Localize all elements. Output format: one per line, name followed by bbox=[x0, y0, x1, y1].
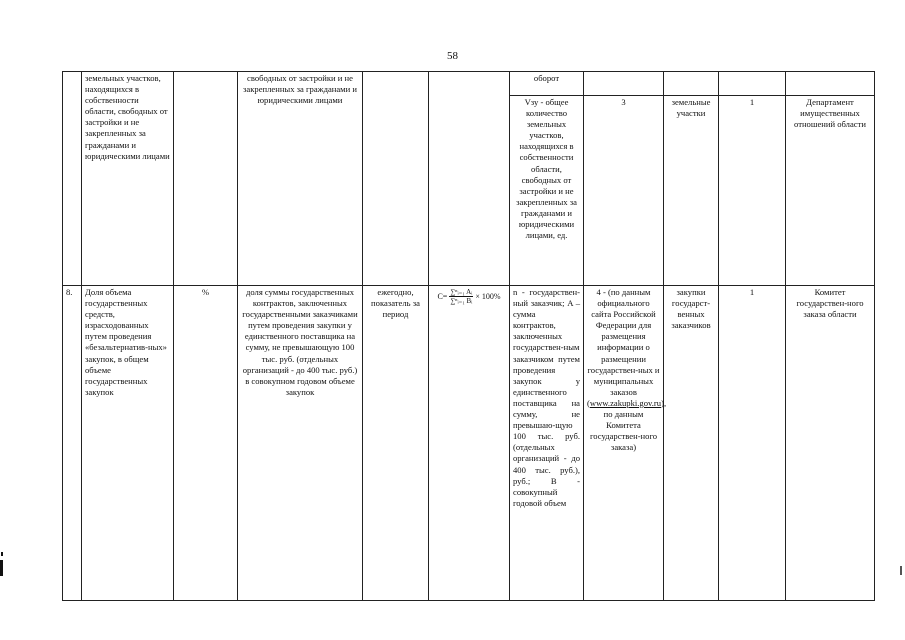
period-cell bbox=[363, 72, 429, 286]
page-number: 58 bbox=[447, 50, 458, 62]
source-text-before: 4 - (по данным официального сайта Российской Федерации для размещения информации о размещении государствен-ных и муниципальных заказов ( bbox=[587, 287, 660, 408]
responsible-cell-top bbox=[786, 72, 875, 96]
num-cell: 1 bbox=[719, 96, 786, 286]
formula-numerator: ∑ⁿᵢ₌₁ Aᵢ bbox=[450, 288, 473, 296]
responsible-cell: Департамент имущественных отношений области bbox=[786, 96, 875, 286]
table-row bbox=[63, 72, 875, 96]
variables-cell: Vзу - общее количество земельных участков, находящихся в собственности области, свободных от застройки и не закрепленных за гражданами и юридическими лицами, ед. bbox=[510, 96, 584, 286]
responsible-cell: Комитет государствен-ного заказа области bbox=[786, 286, 875, 601]
row-number-cell: 8. bbox=[63, 286, 82, 601]
object-cell: земельные участки bbox=[664, 96, 719, 286]
variables-cell: n - государствен-ный заказчик; A – сумма контрактов, заключенных государствен-ным заказчиком путем проведения закупок у единственного поставщика на сумму, не превышаю-щую 100 тыс. руб. (отдельных организаций - до 400 тыс. руб.), руб.; B - совокупный годовой объем bbox=[510, 286, 584, 601]
table-row bbox=[63, 286, 875, 601]
object-cell: закупки государст-венных заказчиков bbox=[664, 286, 719, 601]
formula-denominator: ∑ⁿᵢ₌₁ Bᵢ bbox=[450, 297, 473, 305]
definition-cell: свободных от застройки и не закрепленных за гражданами и юридическими лицами bbox=[238, 72, 363, 286]
variables-cell-top: оборот bbox=[510, 72, 584, 96]
definition-cell: доля суммы государственных контрактов, заключенных государственными заказчиками путем проведения закупки у единственного поставщика на сумму, не превышающую 100 тыс. руб. (отдельных организаций - до 400 тыс. руб.) в совокупном годовом объеме закупок bbox=[238, 286, 363, 601]
formula-rhs: × 100% bbox=[475, 291, 501, 301]
period-cell: ежегодно, показатель за период bbox=[363, 286, 429, 601]
unit-cell: % bbox=[174, 286, 238, 601]
zakupki-link[interactable]: www.zakupki.gov.ru bbox=[589, 397, 662, 408]
indicator-name-cell: земельных участков, находящихся в собственности области, свободных от застройки и не закрепленных за гражданами и юридическими лицами bbox=[82, 72, 174, 286]
indicator-table bbox=[62, 71, 875, 601]
source-cell-top bbox=[584, 72, 664, 96]
source-text-after: ), по данным Комитета государствен-ного заказа) bbox=[589, 397, 667, 453]
scan-mark bbox=[900, 566, 902, 575]
indicator-name-cell: Доля объема государственных средств, израсходованных путем проведения «безальтернатив-ных» закупок, в общем объеме государственных закупок bbox=[82, 286, 174, 601]
formula bbox=[432, 288, 506, 305]
row-number-cell bbox=[63, 72, 82, 286]
formula-fraction bbox=[449, 288, 473, 305]
formula-cell bbox=[429, 286, 510, 601]
num-cell: 1 bbox=[719, 286, 786, 601]
formula-cell bbox=[429, 72, 510, 286]
formula-lhs: C= bbox=[437, 291, 448, 301]
source-cell: 3 bbox=[584, 96, 664, 286]
source-cell bbox=[584, 286, 667, 601]
scan-mark bbox=[1, 552, 3, 556]
scan-mark bbox=[0, 560, 3, 576]
object-cell-top bbox=[664, 72, 719, 96]
num-cell-top bbox=[719, 72, 786, 96]
unit-cell bbox=[174, 72, 238, 286]
